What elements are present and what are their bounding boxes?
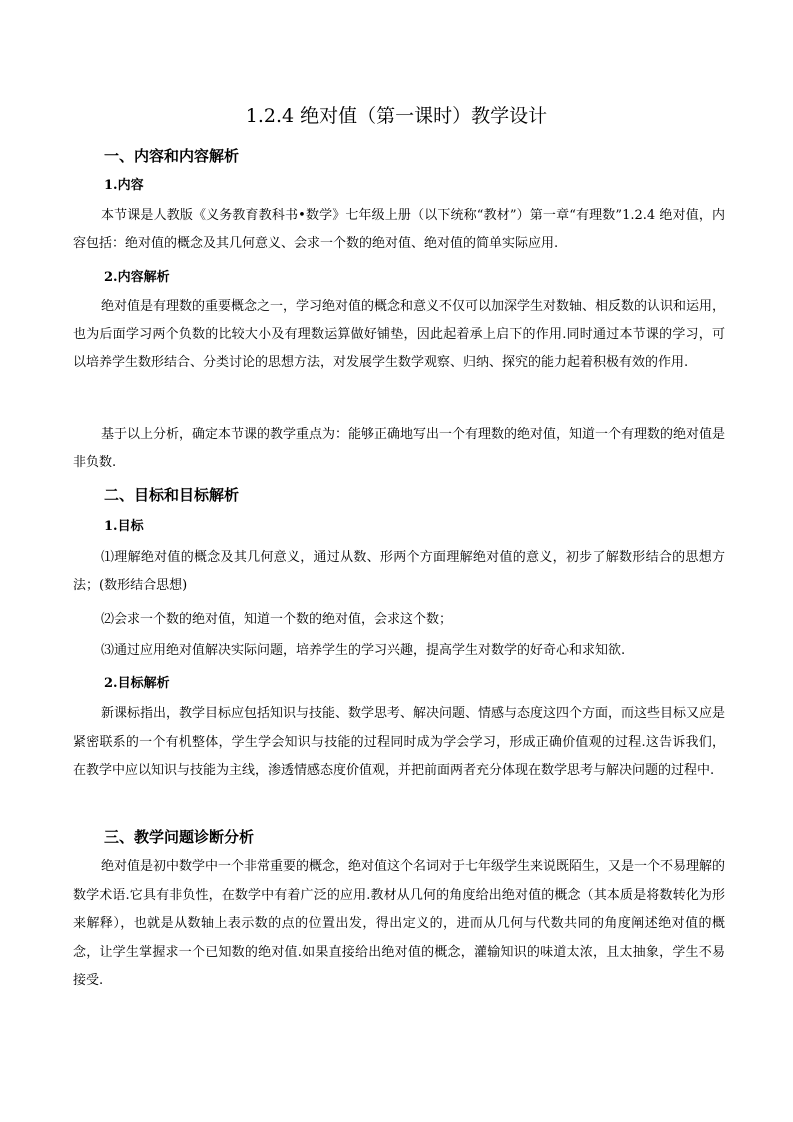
- section-heading-goals: 二、目标和目标解析: [104, 486, 240, 504]
- goal-item-3: ⑶通过应用绝对值解决实际问题，培养学生的学习兴趣，提高学生对数学的好奇心和求知欲.: [101, 643, 626, 658]
- paragraph-content-analysis: 绝对值是有理数的重要概念之一，学习绝对值的概念和意义不仅可以加深学生对数轴、相反数的认识和运用，也为后面学习两个负数的比较大小及有理数运算做好铺垫，因此起着承上启下的作用.同时通过本节课的学习，可以培养学生数形结合、分类讨论的思想方法，对发展学生数学观察、归纳、探究的能力起着积极有效的作用.: [73, 299, 726, 370]
- goal-item-2: ⑵会求一个数的绝对值，知道一个数的绝对值，会求这个数；: [101, 612, 453, 627]
- subheading-content-analysis: 2.内容解析: [104, 270, 170, 285]
- section-heading-content: 一、内容和内容解析: [104, 147, 240, 165]
- subheading-goal-analysis: 2.目标解析: [104, 676, 170, 691]
- paragraph-goal-analysis: 新课标指出，教学目标应包括知识与技能、数学思考、解决问题、情感与态度这四个方面，而这些目标又应是紧密联系的一个有机整体，学生学会知识与技能的过程同时成为学会学习，形成正确价值观的过程.这告诉我们，在教学中应以知识与技能为主线，渗透情感态度价值观，并把前面两者充分体现在数学思考与解决问题的过程中.: [73, 706, 726, 778]
- paragraph-content: 本节课是人教版《义务教育教科书•数学》七年级上册（以下统称“教材”）第一章“有理数”1.2.4 绝对值，内容包括：绝对值的概念及其几何意义、会求一个数的绝对值、绝对值的简单实际应用.: [73, 208, 725, 251]
- section-heading-diagnosis: 三、教学问题诊断分析: [104, 828, 255, 846]
- subheading-content: 1.内容: [104, 178, 144, 193]
- document-title: 1.2.4 绝对值（第一课时）教学设计: [245, 105, 548, 127]
- subheading-goals: 1.目标: [104, 519, 144, 534]
- paragraph-teaching-focus: 基于以上分析，确定本节课的教学重点为：能够正确地写出一个有理数的绝对值，知道一个有理数的绝对值是非负数.: [73, 427, 726, 470]
- paragraph-diagnosis: 绝对值是初中数学中一个非常重要的概念，绝对值这个名词对于七年级学生来说既陌生，又是一个不易理解的数学术语.它具有非负性，在数学中有着广泛的应用.教材从几何的角度给出绝对值的概念（其本质是将数转化为形来解释），也就是从数轴上表示数的点的位置出发，得出定义的，进而从几何与代数共同的角度阐述绝对值的概念，让学生掌握求一个已知数的绝对值.如果直接给出绝对值的概念，灌输知识的味道太浓，且太抽象，学生不易接受.: [73, 859, 726, 988]
- goal-item-1: ⑴理解绝对值的概念及其几何意义，通过从数、形两个方面理解绝对值的意义，初步了解数形结合的思想方法；(数形结合思想): [73, 550, 725, 593]
